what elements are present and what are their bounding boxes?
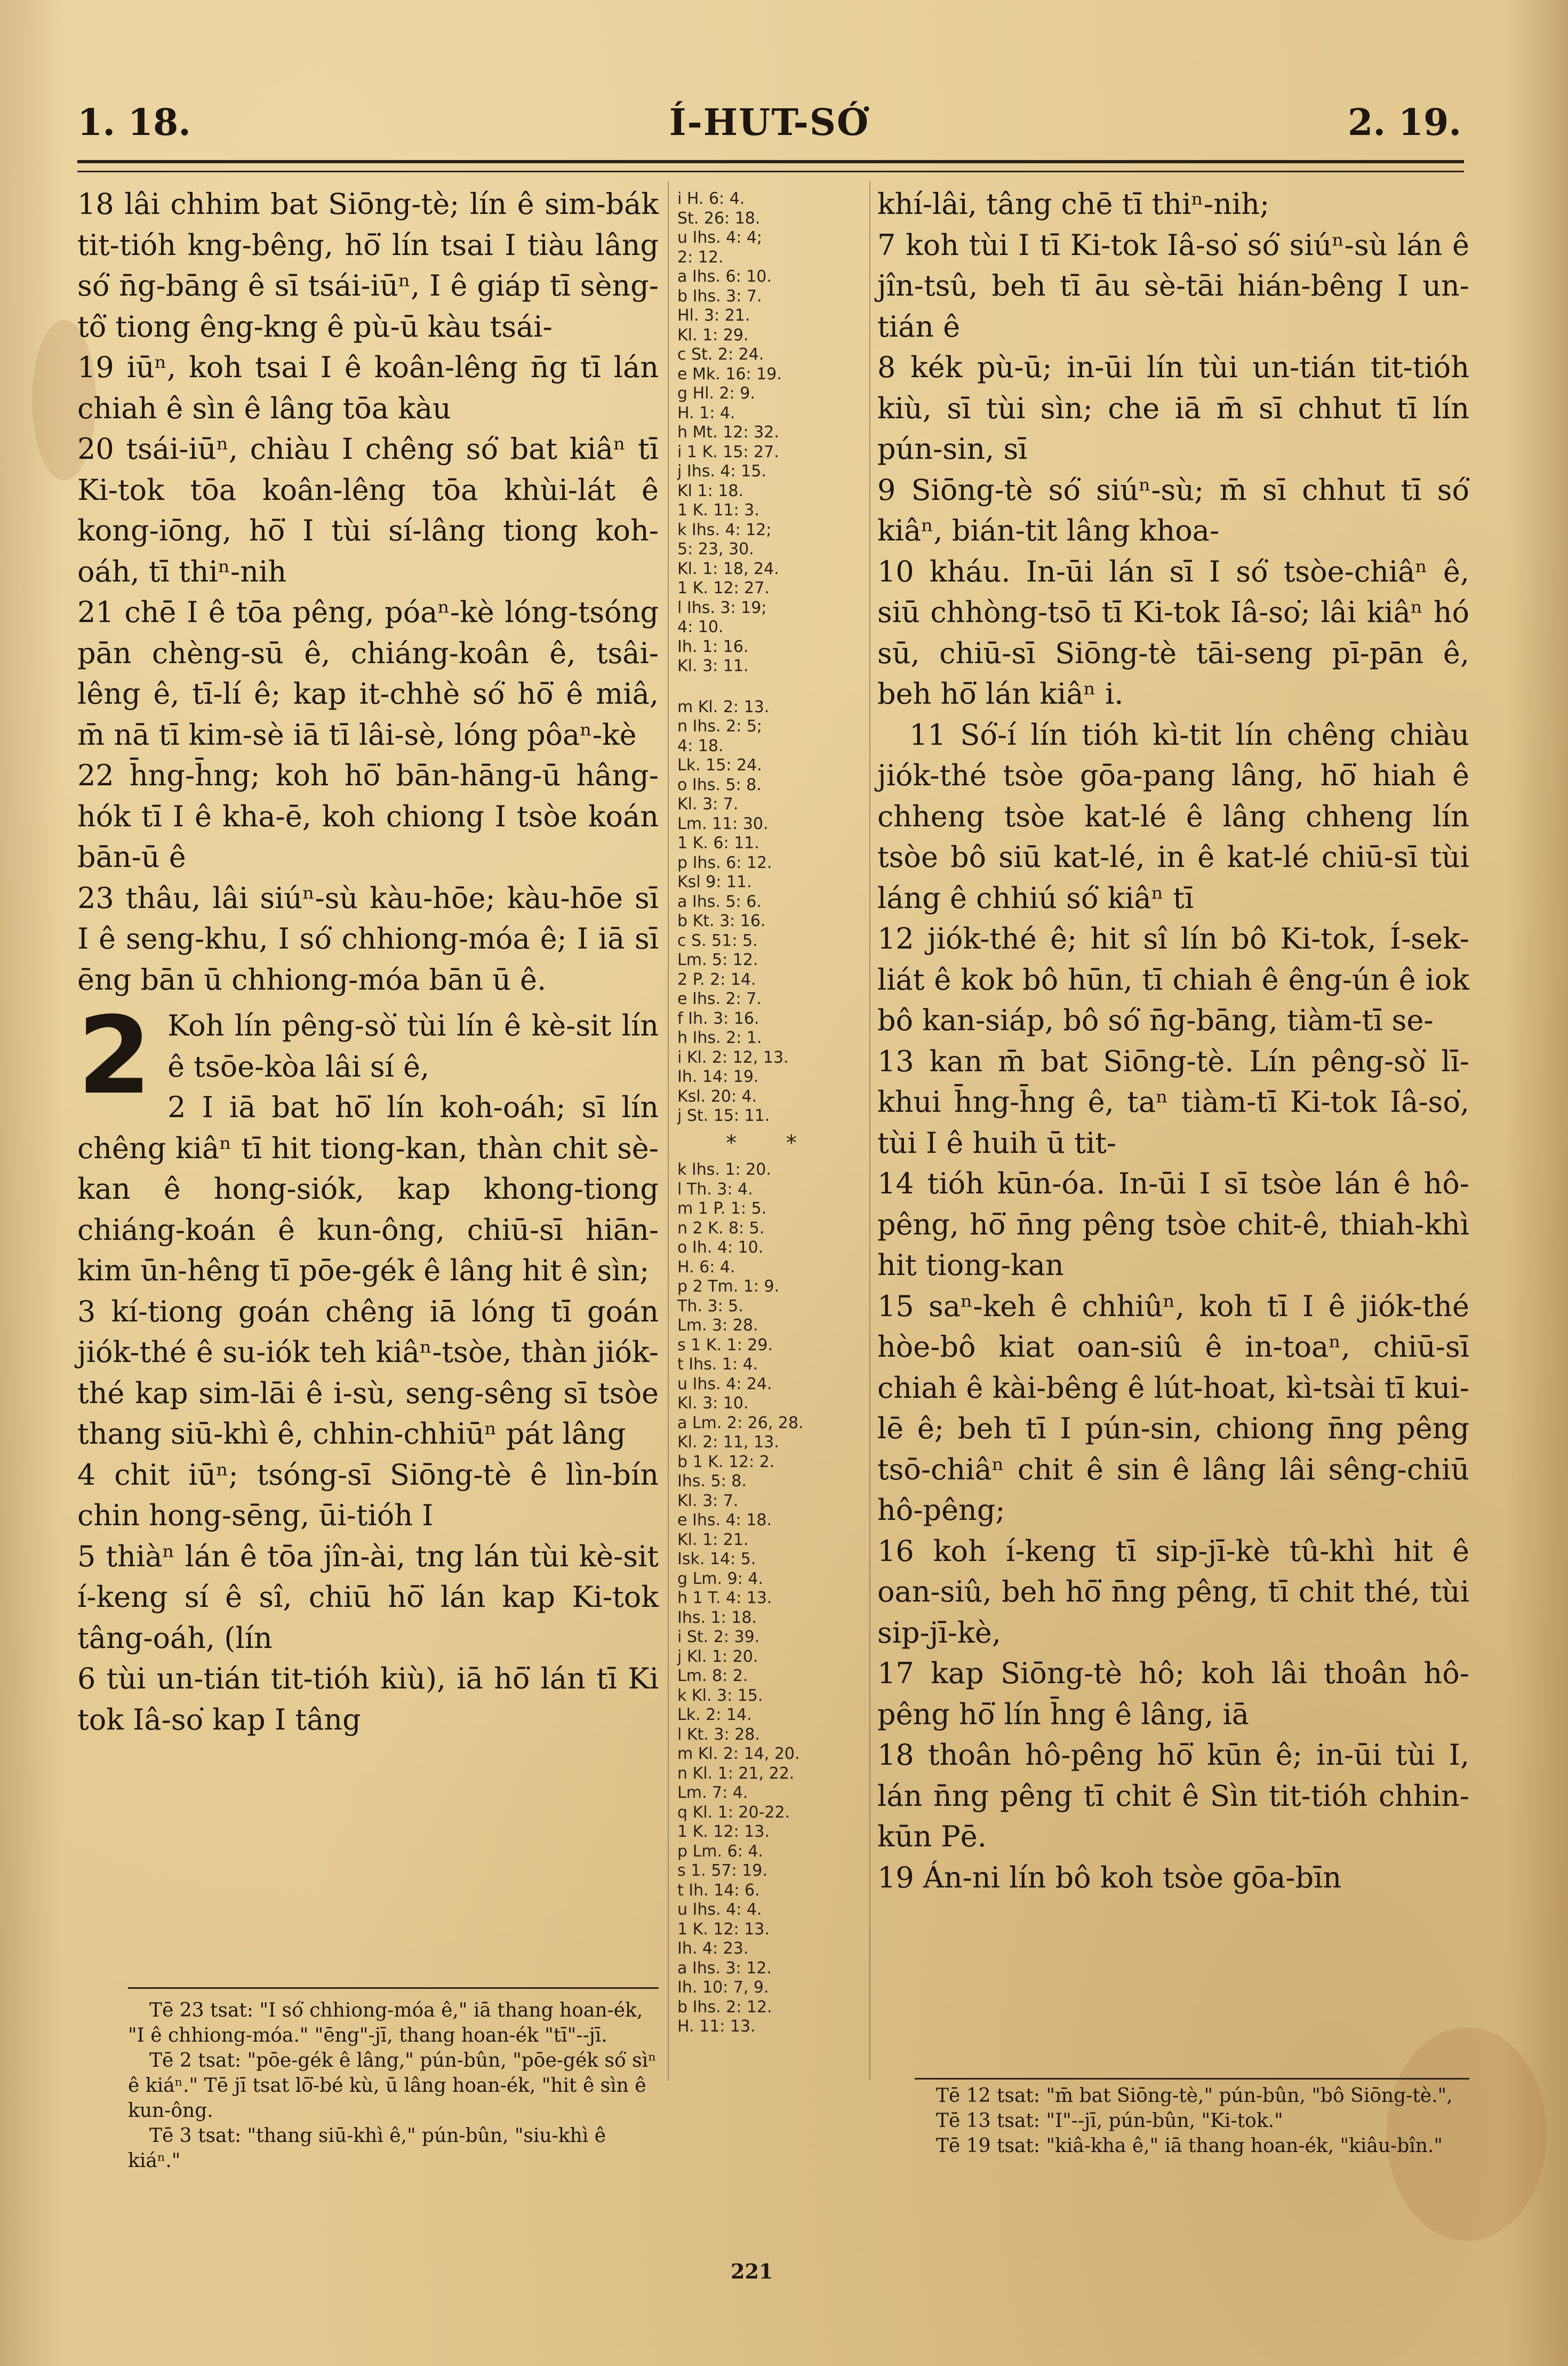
footnote: Tē 23 tsat: "I só͘ chhiong-móa ê," iā thang hoan-ék, "I ê chhiong-móa." "ēng"-jī, thang hoan-ék "tī"--jī. [128, 1999, 643, 2046]
cross-reference: Kl. 3: 7. [677, 1491, 739, 1510]
verse-block: 5 thiàⁿ lán ê tōa jîn-ài, tng lán tùi kè-sit í-keng sí ê sî, chiū hō͘ lán kap Ki-tok tâng-oáh, (lín [77, 1539, 659, 1655]
verse-block: 14 tióh kūn-óa. In-ūi I sī tsòe lán ê hô-pêng, hō͘ n̄ng pêng tsòe chit-ê, thiah-khì hit tiong-kan [877, 1167, 1469, 1282]
header-book-title: Í-HUT-SÓ͘ [669, 101, 870, 144]
cross-reference: 4: 10. [677, 618, 724, 636]
cross-reference: Lm. 11: 30. [677, 814, 769, 833]
verse-block: 10 kháu. In-ūi lán sī I só͘ tsòe-chiâⁿ ê, siū chhòng-tsō tī Ki-tok Iâ-so͘; lâi kiâⁿ hó sū, chiū-sī Siōng-tè tāi-seng pī-pān ê, beh hō͘ lán kiâⁿ i. [877, 554, 1469, 711]
cross-reference-column [677, 189, 867, 2037]
cross-reference: Ih. 4: 23. [677, 1939, 749, 1958]
cross-reference: i Kl. 2: 12, 13. [677, 1048, 789, 1067]
verse-block: 20 tsái-iūⁿ, chiàu I chêng só͘ bat kiâⁿ tī Ki-tok tōa koân-lêng tōa khùi-lát ê kong-iōng, hō͘ I tùi sí-lâng tiong koh-oáh, tī thiⁿ-nih [77, 432, 659, 588]
cross-reference: u Ihs. 4: 24. [677, 1374, 772, 1393]
cross-reference: m 1 P. 1: 5. [677, 1199, 767, 1218]
verse-block: 18 thoân hô-pêng hō͘ kūn ê; in-ūi tùi I, lán n̄ng pêng tī chit ê Sìn tit-tióh chhin-kūn Pē. [877, 1738, 1469, 1853]
cross-reference: 1 K. 12: 27. [677, 579, 770, 598]
cross-reference: n Kl. 1: 21, 22. [677, 1764, 795, 1783]
left-text-column [77, 184, 659, 1740]
verse-block: 23 thâu, lâi siúⁿ-sù kàu-hōe; kàu-hōe sī I ê seng-khu, I só͘ chhiong-móa ê; I iā sī ēng bān ū chhiong-móa bān ū ê. [77, 881, 659, 997]
cross-reference: b Kt. 3: 16. [677, 912, 766, 930]
verse-block: 7 koh tùi I tī Ki-tok Iâ-so͘ só͘ siúⁿ-sù lán ê jîn-tsû, beh tī āu sè-tāi hián-bêng I un-tián ê [877, 228, 1469, 344]
cross-reference: f Ih. 3: 16. [677, 1009, 759, 1028]
cross-reference: Hl. 3: 21. [677, 306, 750, 325]
verse-block: 18 lâi chhim bat Siōng-tè; lín ê sim-bák tit-tióh kng-bêng, hō͘ lín tsai I tiàu lâng só͘ n̄g-bāng ê sī tsái-iūⁿ, I ê giáp tī sèng-tô͘ tiong êng-kng ê pù-ū kàu tsái- [77, 187, 659, 344]
verse-block: 21 chē I ê tōa pêng, póaⁿ-kè lóng-tsóng pān chèng-sū ê, chiáng-koân ê, tsâi-lêng ê, tī-lí ê; kap it-chhè só͘ hō͘ ê miâ, m̄ nā tī kim-sè iā tī lâi-sè, lóng pôaⁿ-kè [77, 595, 659, 752]
cross-reference: Lm. 3: 28. [677, 1316, 758, 1335]
cross-reference: g Hl. 2: 9. [677, 384, 755, 403]
footnote: Tē 2 tsat: "pōe-gék ê lâng," pún-bûn, "pōe-gék só͘ sìⁿ ê kiáⁿ." Tē jī tsat lō͘-bé kù, ū lâng hoan-ék, "hit ê sìn ê kun-ông. [128, 2050, 657, 2122]
footnote-rule [128, 1987, 659, 1989]
cross-reference: Lm. 7: 4. [677, 1783, 748, 1802]
footnotes-left [128, 1998, 659, 2173]
cross-reference: Isk. 14: 5. [677, 1550, 756, 1568]
verse-block: khí-lâi, tâng chē tī thiⁿ-nih; [877, 187, 1270, 221]
footnote: Tē 3 tsat: "thang siū-khì ê," pún-bûn, "siu-khì ê kiáⁿ." [128, 2125, 606, 2172]
cross-reference: i St. 2: 39. [677, 1628, 760, 1646]
cross-reference: Lk. 2: 14. [677, 1706, 752, 1724]
cross-reference: Kl. 2: 11, 13. [677, 1433, 779, 1452]
cross-reference: k Kl. 3: 15. [677, 1686, 763, 1705]
cross-reference: c S. 51: 5. [677, 931, 758, 950]
cross-reference: 1 K. 6: 11. [677, 834, 759, 853]
cross-reference: Ihs. 5: 8. [677, 1472, 747, 1491]
cross-reference: b 1 K. 12: 2. [677, 1452, 775, 1471]
cross-reference: m Kl. 2: 14, 20. [677, 1744, 800, 1763]
cross-reference: b Ihs. 2: 12. [677, 1997, 772, 2017]
cross-reference: t Ihs. 1: 4. [677, 1355, 758, 1374]
verse-block: 15 saⁿ-keh ê chhiûⁿ, koh tī I ê jiók-thé hòe-bô kiat oan-siû ê in-toaⁿ, chiū-sī chiah ê kài-bêng ê lút-hoat, kì-tsài tī kui-lē ê; beh tī I pún-sin, chiong n̄ng pêng tsō-chiâⁿ chit ê sin ê lâng lâi sêng-chiū hô-pêng; [877, 1289, 1469, 1527]
cross-reference: H. 6: 4. [677, 1257, 735, 1277]
header-right-ref: 2. 19. [1348, 101, 1461, 144]
cross-reference: Th. 3: 5. [677, 1296, 743, 1316]
verse-block: 13 kan m̄ bat Siōng-tè. Lín pêng-sò͘ lī-khui h̄ng-h̄ng ê, taⁿ tiàm-tī Ki-tok Iâ-so͘, tùi I ê huih ū tit- [877, 1044, 1469, 1160]
cross-reference: n Ihs. 2: 5; [677, 717, 763, 736]
cross-reference: h Ihs. 2: 1. [677, 1029, 762, 1047]
cross-reference: Ih. 1: 16. [677, 637, 749, 656]
asterisk-separator: * * [726, 1130, 818, 1156]
footnote: Tē 12 tsat: "m̄ bat Siōng-tè," pún-bûn, "bô Siōng-tè.", [936, 2085, 1453, 2107]
cross-reference: s 1 K. 1: 29. [677, 1335, 773, 1355]
cross-reference: 2 P. 2: 14. [677, 970, 756, 989]
cross-reference: h Mt. 12: 32. [677, 423, 779, 442]
footnote: Tē 19 tsat: "kiâ-kha ê," iā thang hoan-ék, "kiâu-bîn." [936, 2135, 1443, 2157]
verse-block: 19 iūⁿ, koh tsai I ê koân-lêng n̄g tī lán chiah ê sìn ê lâng tōa kàu [77, 350, 659, 425]
cross-reference: St. 26: 18. [677, 209, 761, 228]
cross-reference: m Kl. 2: 13. [677, 697, 770, 716]
verse-block: 4 chit iūⁿ; tsóng-sī Siōng-tè ê lìn-bín chin hong-sēng, ūi-tióh I [77, 1457, 659, 1532]
cross-reference: o Ihs. 5: 8. [677, 775, 762, 794]
verse-block: 2 I iā bat hō͘ lín koh-oáh; sī lín chêng kiâⁿ tī hit tiong-kan, thàn chit sè-kan ê hong-siók, kap khong-tiong chiáng-koán ê kun-ông, chiū-sī hiān-kim ūn-hêng tī pōe-gék ê lâng hit ê sìn; [77, 1090, 659, 1287]
cross-reference: a Ihs. 5: 6. [677, 892, 762, 911]
verse-block: 12 jiók-thé ê; hit sî lín bô Ki-tok, Í-sek-liát ê kok bô hūn, tī chiah ê êng-ún ê iok bô kan-siáp, bô só͘ n̄g-bāng, tiàm-tī se- [877, 922, 1469, 1037]
verse-block: 17 kap Siōng-tè hô; koh lâi thoân hô-pêng hō͘ lín h̄ng ê lâng, iā [877, 1656, 1469, 1731]
cross-reference: j Kl. 1: 20. [677, 1647, 758, 1666]
cross-reference: j Ihs. 4: 15. [677, 462, 766, 481]
cross-reference: u Ihs. 4: 4. [677, 1900, 762, 1919]
cross-reference: Kl. 3: 10. [677, 1394, 749, 1413]
cross-reference: e Ihs. 4: 18. [677, 1511, 772, 1529]
cross-reference: p Ihs. 6: 12. [677, 853, 772, 872]
cross-reference: i 1 K. 15: 27. [677, 442, 779, 461]
column-divider [668, 181, 669, 2081]
column-divider [869, 181, 870, 2081]
cross-reference: Ih. 14: 19. [677, 1068, 759, 1086]
cross-reference: u Ihs. 4: 4; [677, 228, 763, 247]
cross-reference: 1 K. 11: 3. [677, 501, 759, 520]
cross-reference: o Ih. 4: 10. [677, 1238, 764, 1257]
cross-reference: Kl. 1: 18, 24. [677, 559, 779, 578]
cross-reference: 5: 23, 30. [677, 540, 754, 559]
cross-reference: Ih. 10: 7, 9. [677, 1978, 769, 1997]
cross-reference: e Ihs. 2: 7. [677, 990, 762, 1008]
footnote-rule [915, 2078, 1469, 2080]
verse-block: 19 Án-ni lín bô koh tsòe gōa-bīn [877, 1860, 1342, 1894]
cross-reference: s 1. 57: 19. [677, 1861, 767, 1880]
cross-reference: Kl. 1: 21. [677, 1530, 749, 1549]
cross-reference: a Ihs. 6: 10. [677, 267, 772, 286]
cross-reference: b Ihs. 3: 7. [677, 286, 762, 306]
cross-reference: p 2 Tm. 1: 9. [677, 1277, 780, 1296]
footnotes-right [915, 2083, 1469, 2158]
verse-block: 8 kék pù-ū; in-ūi lín tùi un-tián tit-tióh kiù, sī tùi sìn; che iā m̄ sī chhut tī lín pún-sin, sī [877, 350, 1469, 466]
cross-reference: l Kt. 3: 28. [677, 1725, 760, 1744]
cross-reference: n 2 K. 8: 5. [677, 1218, 765, 1238]
verse-block: 16 koh í-keng tī sip-jī-kè tû-khì hit ê oan-siû, beh hō͘ n̄ng pêng, tī chit thé, tùi sip-jī-kè, [877, 1534, 1469, 1650]
verse-block: 9 Siōng-tè só͘ siúⁿ-sù; m̄ sī chhut tī só͘ kiâⁿ, bián-tit lâng khoa- [877, 473, 1469, 547]
verse-block: 11 Só͘-í lín tióh kì-tit lín chêng chiàu jiók-thé tsòe gōa-pang lâng, hō͘ hiah ê chheng tsòe kat-lé ê lâng chheng lín tsòe bô siū kat-lé, in ê kat-lé chiū-sī tùi láng ê chhiú só͘ kiâⁿ tī [877, 718, 1469, 915]
cross-reference: Lm. 5: 12. [677, 951, 758, 969]
chapter-number: 2 [77, 994, 152, 1118]
cross-reference: l Ihs. 3: 19; [677, 598, 767, 617]
cross-reference: t Ih. 14: 6. [677, 1881, 760, 1900]
cross-reference: Ihs. 1: 18. [677, 1608, 757, 1627]
cross-reference: 1 K. 12: 13. [677, 1919, 770, 1939]
cross-reference: H. 1: 4. [677, 403, 735, 423]
cross-reference: i H. 6: 4. [677, 189, 745, 208]
header-left-ref: 1. 18. [77, 101, 191, 144]
cross-reference: 4: 18. [677, 736, 724, 755]
page-number: 221 [731, 2259, 773, 2283]
verse-block: Koh lín pêng-sò͘ tùi lín ê kè-sit lín ê tsōe-kòa lâi sí ê, [167, 1009, 659, 1084]
cross-reference: Kl. 3: 7. [677, 795, 739, 814]
cross-reference: g Lm. 9: 4. [677, 1569, 763, 1588]
cross-reference: j St. 15: 11. [677, 1106, 770, 1125]
right-text-column [877, 184, 1469, 1898]
cross-reference: Lk. 15: 24. [677, 756, 762, 775]
cross-reference: Kl. 3: 11. [677, 657, 749, 675]
ref-spacer [677, 676, 867, 698]
cross-reference: h 1 T. 4: 13. [677, 1589, 772, 1607]
cross-reference: l Th. 3: 4. [677, 1180, 753, 1199]
verse-block: 6 tùi un-tián tit-tióh kiù), iā hō͘ lán tī Ki tok Iâ-so͘ kap I tâng [77, 1662, 659, 1736]
cross-reference: q Kl. 1: 20-22. [677, 1803, 790, 1822]
footnote: Tē 13 tsat: "I"--jī, pún-bûn, "Ki-tok." [936, 2110, 1283, 2132]
cross-reference: k Ihs. 1: 20. [677, 1160, 771, 1179]
verse-block: 22 h̄ng-h̄ng; koh hō͘ bān-hāng-ū hâng-hók tī I ê kha-ē, koh chiong I tsòe koán bān-ū ê [77, 759, 659, 874]
cross-reference: 1 K. 12: 13. [677, 1822, 770, 1841]
cross-reference: c St. 2: 24. [677, 345, 764, 364]
cross-reference: Kl. 1: 29. [677, 325, 749, 345]
page-header [77, 101, 1461, 155]
cross-reference: a Ihs. 3: 12. [677, 1958, 772, 1978]
cross-reference: k Ihs. 4: 12; [677, 520, 772, 539]
cross-reference: Lm. 8: 2. [677, 1667, 748, 1685]
cross-reference: Kl 1: 18. [677, 481, 743, 500]
cross-reference: Ksl. 20: 4. [677, 1087, 757, 1106]
cross-reference: Ksl 9: 11. [677, 873, 752, 891]
cross-reference: p Lm. 6: 4. [677, 1842, 763, 1861]
chapter-2-block [77, 994, 659, 1740]
cross-reference: 2: 12. [677, 248, 724, 267]
cross-reference: a Lm. 2: 26, 28. [677, 1413, 804, 1432]
verse-block: 3 kí-tiong goán chêng iā lóng tī goán jiók-thé ê su-iók teh kiâⁿ-tsòe, thàn jiók-thé kap sim-lāi ê i-sù, seng-sêng sī tsòe thang siū-khì ê, chhin-chhiūⁿ pát lâng [77, 1294, 659, 1451]
header-rule [77, 160, 1464, 172]
cross-reference: e Mk. 16: 19. [677, 364, 782, 384]
cross-reference: H. 11: 13. [677, 2017, 756, 2036]
